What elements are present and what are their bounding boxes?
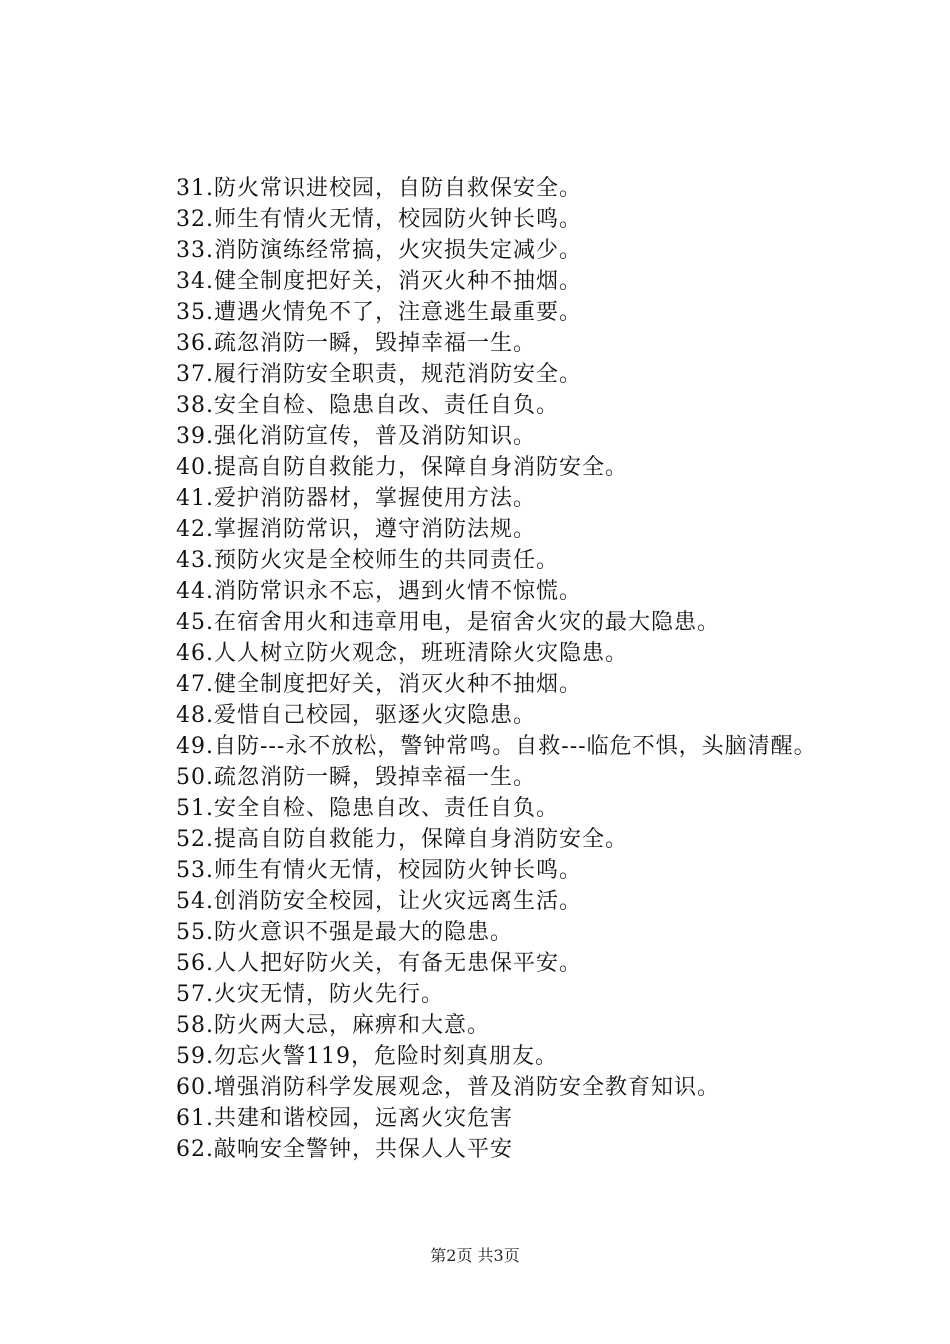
list-item: 54.创消防安全校园，让火灾远离生活。 [176, 889, 582, 914]
list-item: 42.掌握消防常识，遵守消防法规。 [176, 517, 536, 542]
list-item: 60.增强消防科学发展观念，普及消防安全教育知识。 [176, 1075, 720, 1100]
list-item: 48.爱惜自己校园，驱逐火灾隐患。 [176, 703, 536, 728]
page-footer: 第2页 共3页 [430, 1246, 520, 1265]
list-item: 46.人人树立防火观念，班班清除火灾隐患。 [176, 641, 628, 666]
list-item: 44.消防常识永不忘，遇到火情不惊慌。 [176, 579, 582, 604]
list-item: 35.遭遇火情免不了，注意逃生最重要。 [176, 300, 582, 325]
list-item: 56.人人把好防火关，有备无患保平安。 [176, 951, 582, 976]
list-item: 47.健全制度把好关，消灭火种不抽烟。 [176, 672, 582, 697]
list-item: 41.爱护消防器材，掌握使用方法。 [176, 486, 536, 511]
list-item: 37.履行消防安全职责，规范消防安全。 [176, 362, 582, 387]
list-item: 59.勿忘火警119，危险时刻真朋友。 [176, 1044, 558, 1069]
list-item: 45.在宿舍用火和违章用电，是宿舍火灾的最大隐患。 [176, 610, 720, 635]
list-item: 38.安全自检、隐患自改、责任自负。 [176, 393, 559, 418]
list-item: 34.健全制度把好关，消灭火种不抽烟。 [176, 269, 582, 294]
list-item: 57.火灾无情，防火先行。 [176, 982, 444, 1007]
list-item: 39.强化消防宣传，普及消防知识。 [176, 424, 536, 449]
list-item: 50.疏忽消防一瞬，毁掉幸福一生。 [176, 765, 536, 790]
slogan-list [133, 173, 833, 1165]
list-item: 62.敲响安全警钟，共保人人平安 [176, 1137, 513, 1162]
list-item: 43.预防火灾是全校师生的共同责任。 [176, 548, 559, 573]
list-item: 51.安全自检、隐患自改、责任自负。 [176, 796, 559, 821]
list-item: 58.防火两大忌，麻痹和大意。 [176, 1013, 490, 1038]
list-item: 53.师生有情火无情，校园防火钟长鸣。 [176, 858, 582, 883]
list-item: 36.疏忽消防一瞬，毁掉幸福一生。 [176, 331, 536, 356]
list-item: 31.防火常识进校园，自防自救保安全。 [176, 176, 582, 201]
list-item: 33.消防演练经常搞，火灾损失定减少。 [176, 238, 582, 263]
list-item: 40.提高自防自救能力，保障自身消防安全。 [176, 455, 628, 480]
list-item: 55.防火意识不强是最大的隐患。 [176, 920, 513, 945]
list-item: 52.提高自防自救能力，保障自身消防安全。 [176, 827, 628, 852]
list-item: 32.师生有情火无情，校园防火钟长鸣。 [176, 207, 582, 232]
list-item: 49.自防---永不放松，警钟常鸣。自救---临危不惧，头脑清醒。 [176, 734, 817, 759]
list-item: 61.共建和谐校园，远离火灾危害 [176, 1106, 513, 1131]
